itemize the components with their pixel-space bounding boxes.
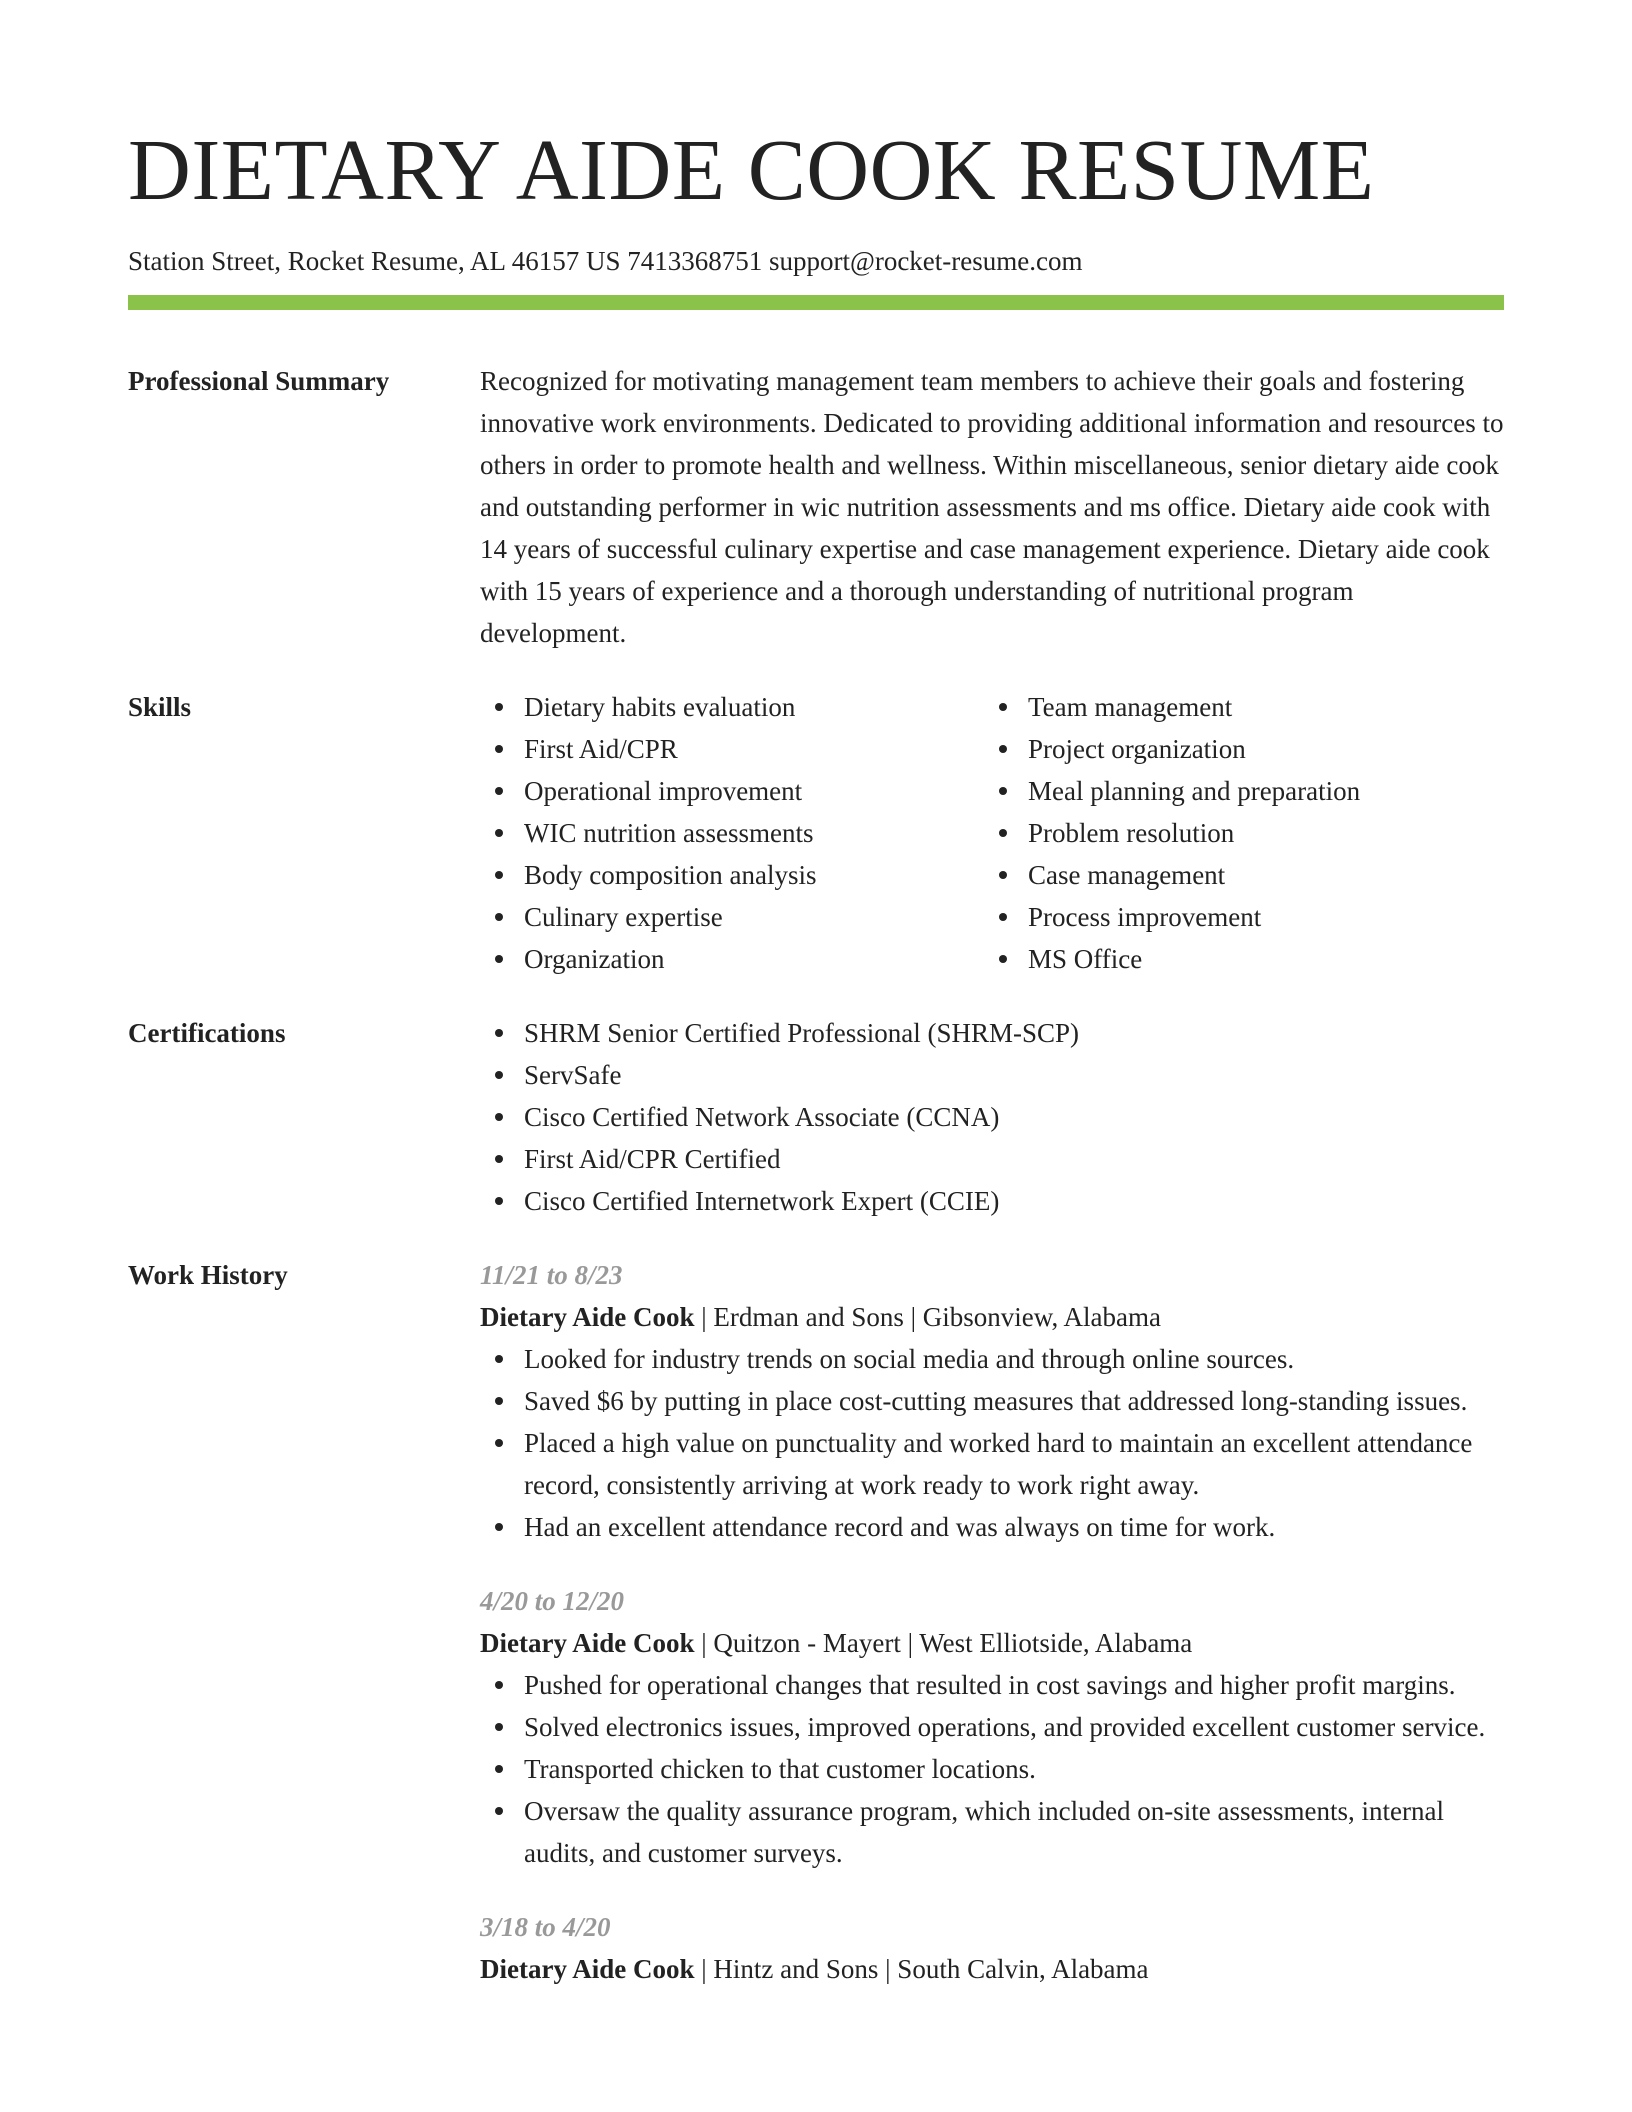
resume-title: DIETARY AIDE COOK RESUME: [128, 121, 1375, 218]
job-date: 3/18 to 4/20: [480, 1912, 611, 1942]
job-bullet: Had an excellent attendance record and was always on time for work.: [480, 1506, 1504, 1548]
skill-item: Case management: [984, 854, 1488, 896]
job-title: Dietary Aide Cook: [480, 1628, 695, 1658]
job-heading: [480, 1948, 1504, 1990]
skill-item: Operational improvement: [480, 770, 984, 812]
skills-section: [128, 686, 1504, 980]
summary-text: Recognized for motivating management team members to achieve their goals and fostering innovative work environments. Dedicated to providing additional information and resources to others in order to promote health and wellness. Within miscellaneous, senior dietary aide cook and outstanding performer in wic nutrition assessments and ms office. Dietary aide cook with 14 years of successful culinary expertise and case management experience. Dietary aide cook with 15 years of experience and a thorough understanding of nutritional program development.: [480, 366, 1504, 648]
resume-page: [128, 0, 1504, 1990]
job-date: 4/20 to 12/20: [480, 1586, 625, 1616]
certification-item: Cisco Certified Network Associate (CCNA): [480, 1096, 1504, 1138]
job-bullet: Placed a high value on punctuality and worked hard to maintain an excellent attendance record, consistently arriving at work ready to work right away.: [480, 1422, 1504, 1506]
skill-item: Project organization: [984, 728, 1488, 770]
job-title: Dietary Aide Cook: [480, 1302, 695, 1332]
skill-item: Culinary expertise: [480, 896, 984, 938]
skill-item: Process improvement: [984, 896, 1488, 938]
job-heading: [480, 1622, 1504, 1664]
professional-summary-section: [128, 360, 1504, 654]
certification-item: First Aid/CPR Certified: [480, 1138, 1504, 1180]
job-title: Dietary Aide Cook: [480, 1954, 695, 1984]
certifications-section: [128, 1012, 1504, 1222]
job-separator: |: [878, 1954, 898, 1984]
job-separator: |: [694, 1628, 714, 1658]
skill-item: Body composition analysis: [480, 854, 984, 896]
job-bullet: Pushed for operational changes that resulted in cost savings and higher profit margins.: [480, 1664, 1504, 1706]
job-bullet: Saved $6 by putting in place cost-cutting measures that addressed long-standing issues.: [480, 1380, 1504, 1422]
job-location: South Calvin, Alabama: [897, 1954, 1149, 1984]
job-entry: [480, 1906, 1504, 1990]
contact-line: Station Street, Rocket Resume, AL 46157 US 7413368751 support@rocket-resume.com: [128, 246, 1083, 276]
accent-divider: [128, 295, 1504, 310]
work-history-list: [480, 1254, 1504, 1990]
job-entry: [480, 1580, 1504, 1874]
skills-grid: [480, 686, 1504, 980]
skill-item: Meal planning and preparation: [984, 770, 1488, 812]
job-separator: |: [694, 1302, 714, 1332]
skill-item: Problem resolution: [984, 812, 1488, 854]
job-bullet: Oversaw the quality assurance program, which included on-site assessments, internal audits, and customer surveys.: [480, 1790, 1504, 1874]
certification-item: Cisco Certified Internetwork Expert (CCIE): [480, 1180, 1504, 1222]
job-separator: |: [903, 1302, 923, 1332]
skill-item: WIC nutrition assessments: [480, 812, 984, 854]
job-bullet: Solved electronics issues, improved operations, and provided excellent customer service.: [480, 1706, 1504, 1748]
job-company: Quitzon - Mayert: [713, 1628, 901, 1658]
section-label-work-history: Work History: [128, 1260, 288, 1290]
skills-list-right: [984, 686, 1488, 980]
job-bullet: Transported chicken to that customer locations.: [480, 1748, 1504, 1790]
job-company: Erdman and Sons: [713, 1302, 904, 1332]
certifications-list: [480, 1012, 1504, 1222]
job-bullet-list: [480, 1338, 1504, 1548]
job-separator: |: [694, 1954, 714, 1984]
skill-item: Dietary habits evaluation: [480, 686, 984, 728]
job-heading: [480, 1296, 1504, 1338]
job-company: Hintz and Sons: [713, 1954, 879, 1984]
skill-item: MS Office: [984, 938, 1488, 980]
certification-item: SHRM Senior Certified Professional (SHRM-SCP): [480, 1012, 1504, 1054]
skill-item: Team management: [984, 686, 1488, 728]
section-label-skills: Skills: [128, 692, 192, 722]
section-label-professional-summary: Professional Summary: [128, 366, 390, 396]
job-date: 11/21 to 8/23: [480, 1260, 623, 1290]
skill-item: Organization: [480, 938, 984, 980]
work-history-section: [128, 1254, 1504, 1990]
skills-list-left: [480, 686, 984, 980]
skill-item: First Aid/CPR: [480, 728, 984, 770]
job-bullet-list: [480, 1664, 1504, 1874]
job-bullet: Looked for industry trends on social media and through online sources.: [480, 1338, 1504, 1380]
section-label-certifications: Certifications: [128, 1018, 286, 1048]
job-location: Gibsonview, Alabama: [922, 1302, 1161, 1332]
certification-item: ServSafe: [480, 1054, 1504, 1096]
job-entry: [480, 1254, 1504, 1548]
job-separator: |: [900, 1628, 920, 1658]
job-location: West Elliotside, Alabama: [919, 1628, 1193, 1658]
